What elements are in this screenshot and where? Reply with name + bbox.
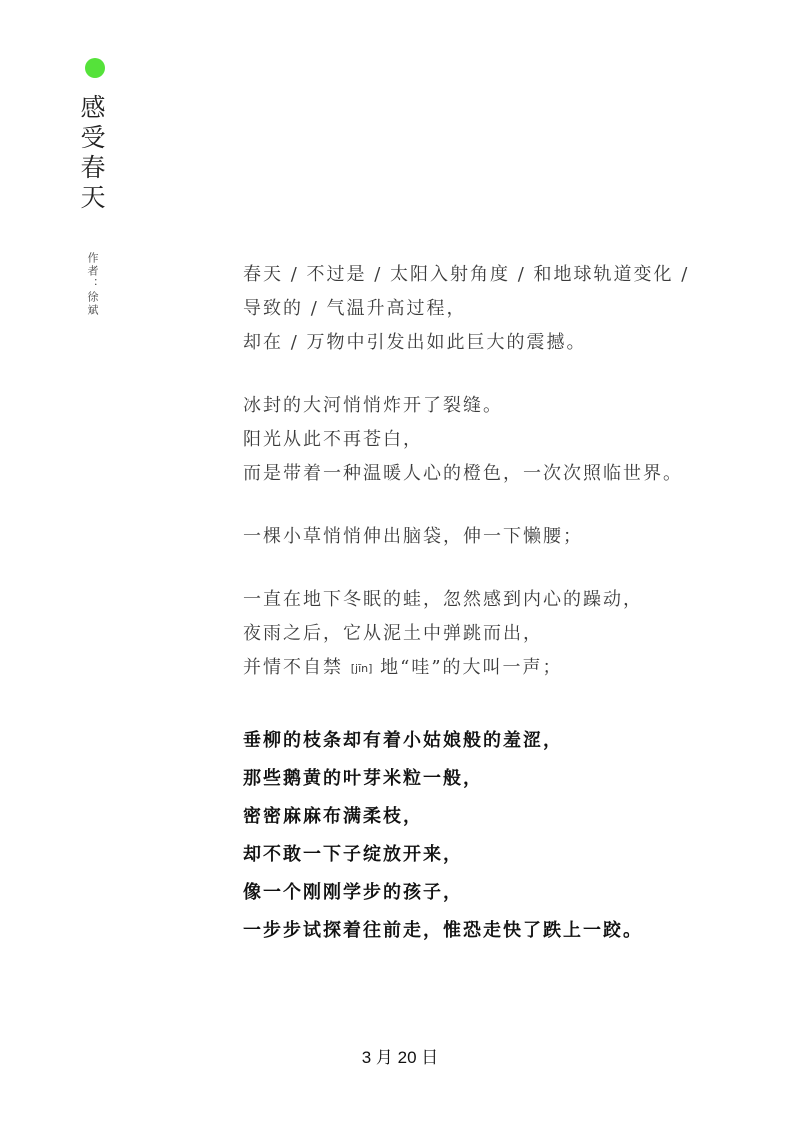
poem-line-bold: 密密麻麻布满柔枝，: [243, 806, 423, 827]
poem-line-bold: 那些鹅黄的叶芽米粒一般，: [243, 768, 483, 789]
poem-line: [243, 651, 763, 685]
poem-line: 冰封的大河悄悄炸开了裂缝。: [243, 395, 503, 416]
poem-line: 一直在地下冬眠的蛙，忽然感到内心的躁动，: [243, 589, 643, 610]
page-title: 感受春天: [77, 94, 106, 214]
poem-line: 夜雨之后，它从泥土中弹跳而出，: [243, 623, 543, 644]
stanza-3: [243, 520, 763, 554]
poem-line-bold: 却不敢一下子绽放开来，: [243, 844, 463, 865]
poem-line: 一棵小草悄悄伸出脑袋，伸一下懒腰；: [243, 526, 583, 547]
poem-body: [243, 258, 763, 714]
poem-line: 春天 / 不过是 / 太阳入射角度 / 和地球轨道变化 /: [243, 264, 690, 285]
date-footer: 3 月 20 日: [361, 1048, 439, 1067]
author-byline: 作者：徐斌: [86, 252, 99, 317]
poem-line: 导致的 / 气温升高过程，: [243, 298, 467, 319]
poem-line: 而是带着一种温暖人心的橙色，一次次照临世界。: [243, 463, 683, 484]
poem-line-bold: 一步步试探着往前走，惟恐走快了跌上一跤。: [243, 920, 643, 941]
poem-line-bold: 垂柳的枝条却有着小姑娘般的羞涩，: [243, 730, 563, 751]
line-text: 地“哇”的大叫一声；: [380, 657, 563, 678]
stanza-5-bold: [243, 722, 643, 950]
pinyin-annotation: [jīn]: [350, 662, 373, 675]
green-dot-icon: [85, 58, 105, 78]
stanza-1: [243, 258, 763, 360]
poem-line: 阳光从此不再苍白，: [243, 429, 423, 450]
stanza-2: [243, 389, 763, 491]
stanza-4: [243, 583, 763, 685]
line-text: 并情不自禁: [243, 657, 343, 678]
poem-line: 却在 / 万物中引发出如此巨大的震撼。: [243, 332, 587, 353]
poem-line-bold: 像一个刚刚学步的孩子，: [243, 882, 463, 903]
